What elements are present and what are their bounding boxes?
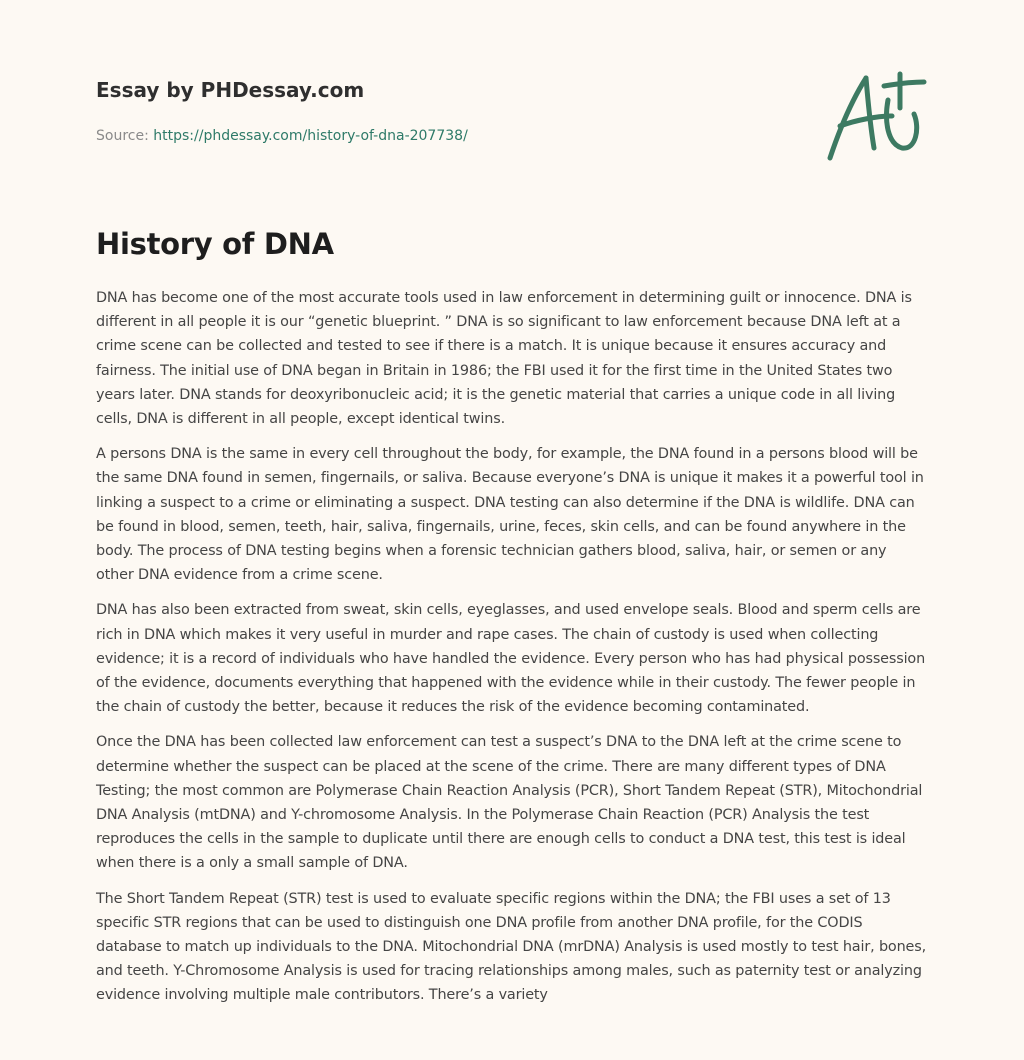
essay-paragraph: A persons DNA is the same in every cell throughout the body, for example, the DNA found in a persons blood will be the same DNA found in semen, fingernails, or saliva. Because everyone’s DNA is unique it makes it a powerful tool in linking a suspect to a crime or eliminating a suspect. DNA testing can also determine if the DNA is wildlife. DNA can be found in blood, semen, teeth, hair, saliva, fingernails, urine, feces, skin cells, and can be found anywhere in the body. The process of DNA testing begins when a forensic technician gathers blood, saliva, hair, or semen or any other DNA evidence from a crime scene. — [96, 446, 924, 584]
essay-paragraph: DNA has also been extracted from sweat, skin cells, eyeglasses, and used envelope seals. Blood and sperm cells are rich in DNA which makes it very useful in murder and rape cases. The chain of custody is used when collecting evidence; it is a record of individuals who have handled the evidence. Every person who has had physical possession of the evidence, documents everything that happened with the evidence while in their custody. The fewer people in the chain of custody the better, because it reduces the risk of the evidence becoming contaminated. — [96, 602, 926, 716]
source-link[interactable]: https://phdessay.com/history-of-dna-207738/ — [153, 128, 468, 144]
site-title: Essay by PHDessay.com — [96, 78, 365, 102]
page-header — [96, 74, 928, 146]
essay-paragraph: The Short Tandem Repeat (STR) test is used to evaluate specific regions within the DNA; the FBI uses a set of 13 specific STR regions that can be used to distinguish one DNA profile from another DNA profile, for the CODIS database to match up individuals to the DNA. Mitochondrial DNA (mrDNA) Analysis is used mostly to test hair, bones, and teeth. Y-Chromosome Analysis is used for tracing relationships among males, such as paternity test or analyzing evidence involving multiple male contributors. There’s a variety — [96, 890, 927, 1004]
essay-paragraph: Once the DNA has been collected law enforcement can test a suspect’s DNA to the DNA left at the crime scene to determine whether the suspect can be placed at the scene of the crime. There are many different types of DNA Testing; the most common are Polymerase Chain Reaction Analysis (PCR), Short Tandem Repeat (STR), Mitochondrial DNA Analysis (mtDNA) and Y-chromosome Analysis. In the Polymerase Chain Reaction (PCR) Analysis the test reproduces the cells in the sample to duplicate until there are enough cells to conduct a DNA test, this test is ideal when there is a only a small sample of DNA. — [96, 734, 923, 872]
essay-paragraph: DNA has become one of the most accurate tools used in law enforcement in determining guilt or innocence. DNA is different in all people it is our “genetic blueprint. ” DNA is so significant to law enforcement because DNA left at a crime scene can be collected and tested to see if there is a match. It is unique because it ensures accuracy and fairness. The initial use of DNA began in Britain in 1986; the FBI used it for the first time in the United States two years later. DNA stands for deoxyribonucleic acid; it is the genetic material that carries a unique code in all living cells, DNA is different in all people, except identical twins. — [96, 290, 912, 428]
source-label: Source: — [96, 128, 149, 144]
essay-title: History of DNA — [96, 227, 334, 261]
essay-body — [96, 286, 928, 1019]
source-line — [96, 126, 928, 146]
a-plus-grade-icon — [822, 66, 928, 166]
